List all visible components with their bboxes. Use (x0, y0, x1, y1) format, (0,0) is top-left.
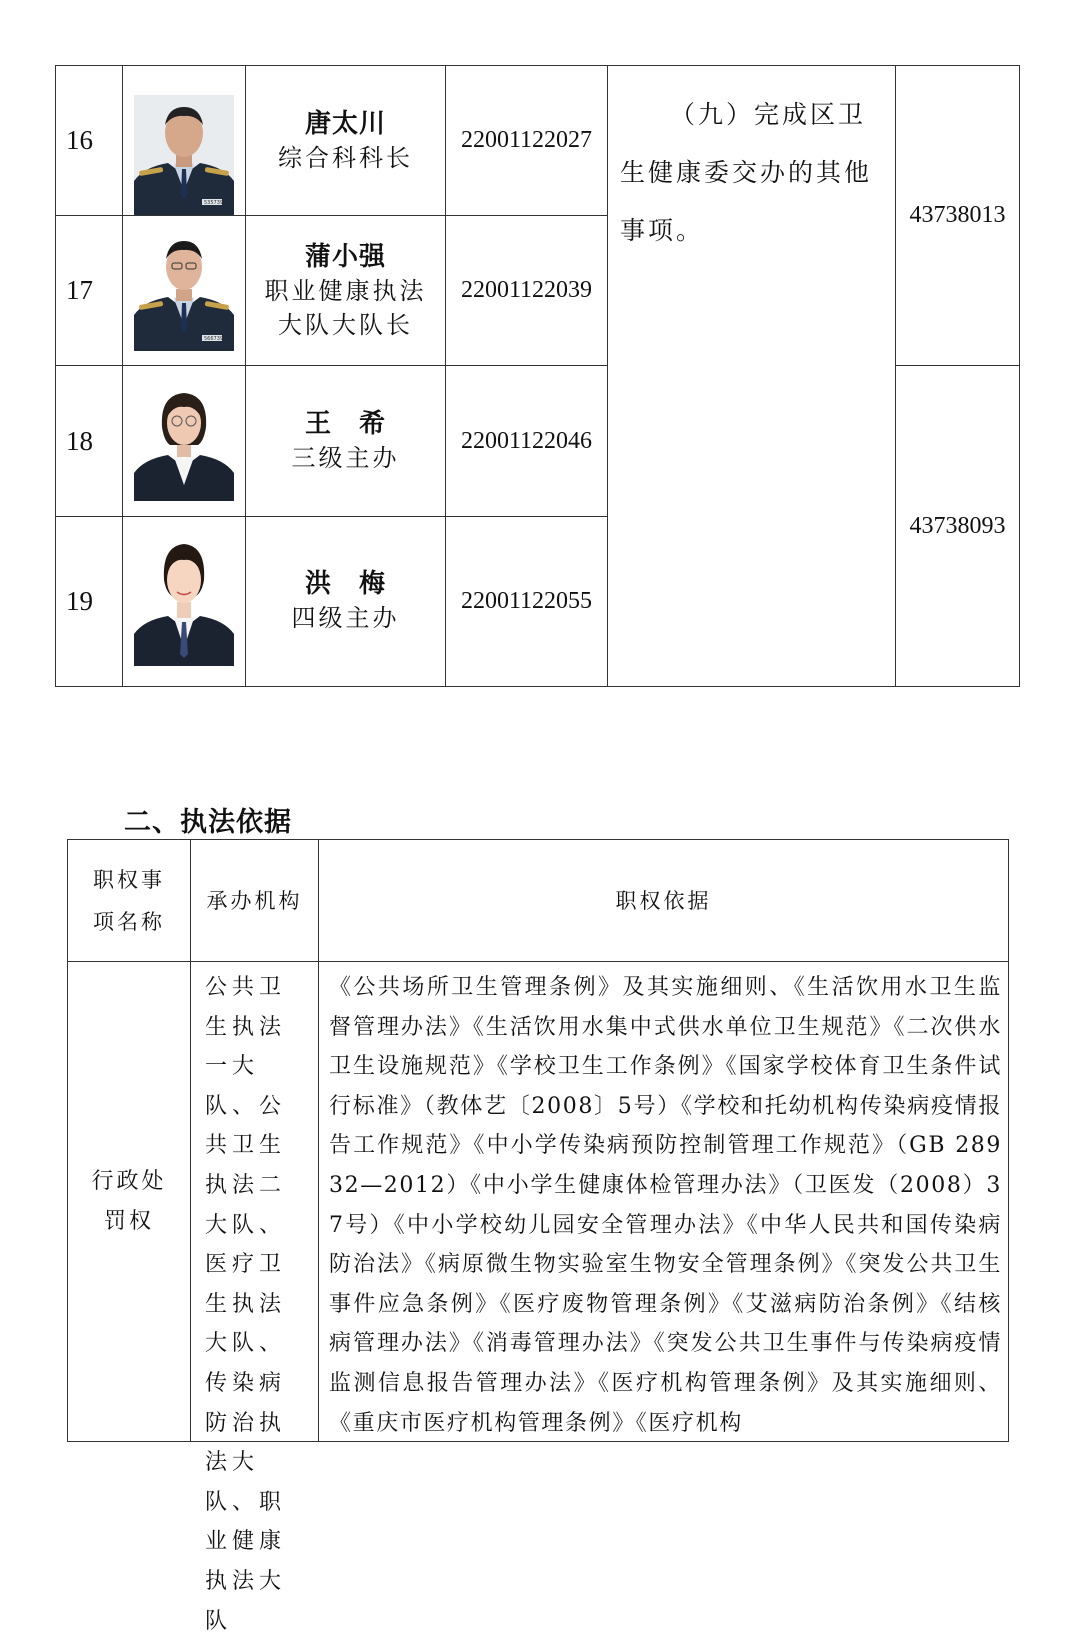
woman-suit-icon (134, 536, 234, 666)
header-basis: 职权依据 (319, 840, 1009, 962)
officer-cell (246, 366, 446, 516)
scope-text: （九）完成区卫生健康委交办的其他事项。 (620, 100, 873, 245)
photo-cell (123, 66, 246, 216)
section-heading: 二、执法依据 (124, 807, 292, 838)
officer-table (55, 65, 1020, 687)
org-cell: 公共卫生执法一大队、公共卫生执法二大队、医疗卫生执法大队、传染病防治执法大队、职业健康执法大队 (191, 962, 319, 1442)
officer-cell (246, 216, 446, 366)
header-item-name: 职权事项名称 (68, 840, 191, 962)
cert-number: 22001122046 (446, 366, 608, 516)
officer-name: 蒲小强 (304, 241, 386, 272)
officer-photo (134, 95, 234, 215)
officer-title: 职业健康执法大队大队长 (264, 276, 427, 339)
legal-basis-table (67, 839, 1009, 1634)
woman-suit-icon (134, 381, 234, 501)
officer-photo (134, 381, 234, 501)
officer-name: 唐太川 (304, 108, 386, 139)
row-number: 16 (56, 66, 123, 216)
man-uniform-icon (134, 231, 234, 351)
table-row (56, 66, 1020, 216)
officer-title: 四级主办 (291, 604, 400, 633)
officer-name: 王 希 (304, 409, 386, 440)
officer-cell (246, 66, 446, 216)
header-org: 承办机构 (191, 840, 319, 962)
scope-cell (608, 66, 896, 687)
officer-title: 三级主办 (291, 444, 400, 473)
table-row (68, 962, 1009, 1442)
cert-number: 22001122039 (446, 216, 608, 366)
cert-number: 22001122055 (446, 516, 608, 686)
badge-number: 566739 (204, 335, 224, 342)
photo-cell (123, 216, 246, 366)
table-header-row (68, 840, 1009, 962)
phone-number: 43738093 (896, 366, 1020, 687)
photo-cell (123, 516, 246, 686)
photo-cell (123, 366, 246, 516)
basis-cell: 《公共场所卫生管理条例》及其实施细则、《生活饮用水卫生监督管理办法》《生活饮用水集中式供水单位卫生规范》《二次供水卫生设施规范》《学校卫生工作条例》《国家学校体育卫生条件试行标准》（教体艺〔2008〕5号）《学校和托幼机构传染病疫情报告工作规范》《中小学传染病预防控制管理工作规范》（GB 28932—2012）《中小学生健康体检管理办法》（卫医发（2008）37号）《中小学校幼儿园安全管理办法》《中华人民共和国传染病防治法》《病原微生物实验室生物安全管理条例》《突发公共卫生事件应急条例》《医疗废物管理条例》《艾滋病防治条例》《结核病管理办法》《消毒管理办法》《突发公共卫生事件与传染病疫情监测信息报告管理办法》《医疗机构管理条例》及其实施细则、《重庆市医疗机构管理条例》《医疗机构 (319, 962, 1009, 1442)
officer-photo (134, 536, 234, 666)
officer-name: 洪 梅 (304, 569, 386, 600)
row-number: 19 (56, 516, 123, 686)
cert-number: 22001122027 (446, 66, 608, 216)
row-number: 17 (56, 216, 123, 366)
man-uniform-icon (134, 95, 234, 215)
row-number: 18 (56, 366, 123, 516)
badge-number: 535739 (204, 200, 224, 207)
officer-cell (246, 516, 446, 686)
officer-title: 综合科科长 (278, 143, 413, 172)
officer-photo (134, 231, 234, 351)
phone-number: 43738013 (896, 66, 1020, 366)
item-name-cell: 行政处罚权 (68, 962, 191, 1442)
